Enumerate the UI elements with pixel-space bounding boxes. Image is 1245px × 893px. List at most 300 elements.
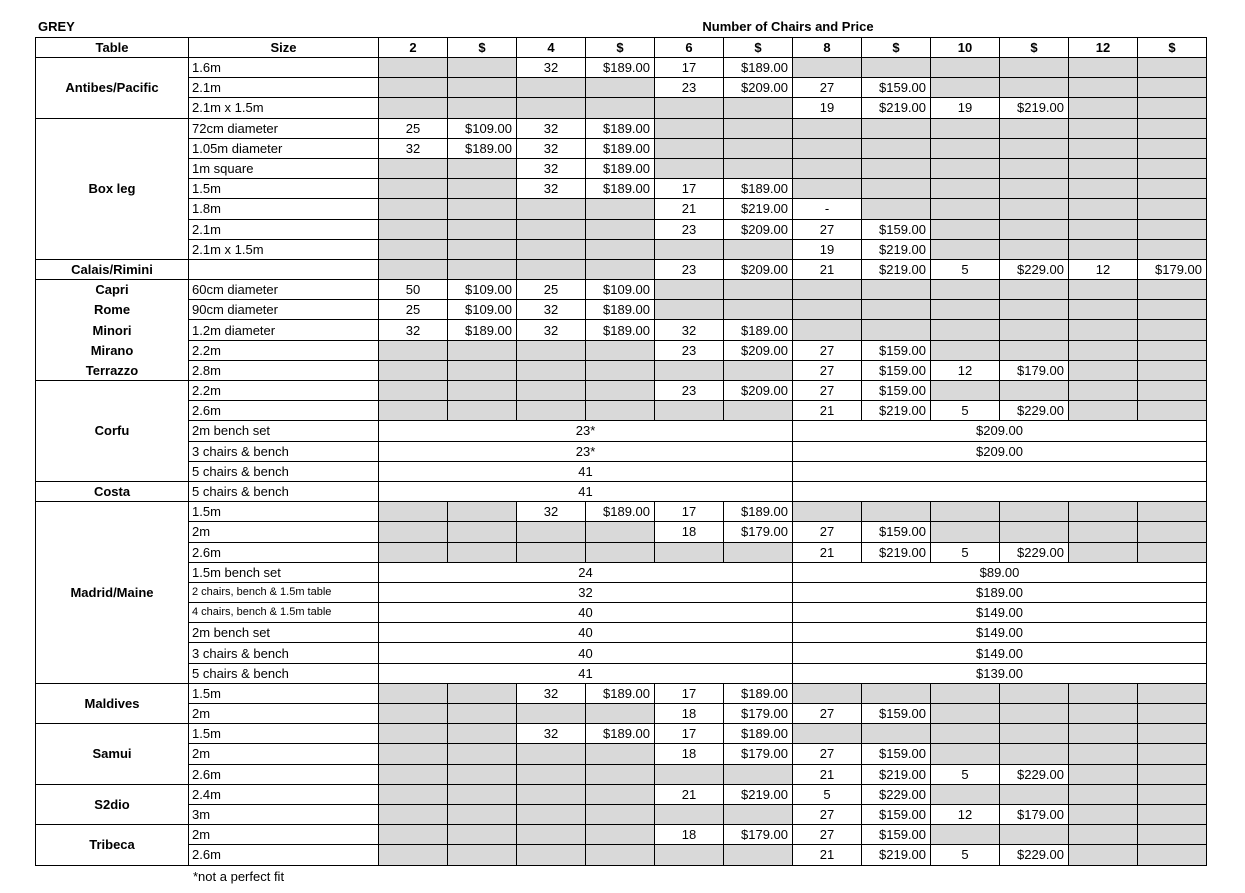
price-cell <box>1138 683 1207 703</box>
chairs-cell: 50 <box>379 280 448 300</box>
chairs-cell <box>379 360 448 380</box>
table-name: Tribeca <box>36 825 189 865</box>
price-cell: $159.00 <box>862 825 931 845</box>
price-cell <box>448 239 517 259</box>
chairs-cell <box>517 764 586 784</box>
chairs-cell: 27 <box>793 744 862 764</box>
chairs-cell <box>931 158 1000 178</box>
chairs-cell <box>517 845 586 865</box>
chairs-cell <box>517 381 586 401</box>
price-cell <box>1000 320 1069 340</box>
col-header-size: Size <box>189 38 379 58</box>
price-cell <box>1000 199 1069 219</box>
price-cell <box>862 199 931 219</box>
price-cell: $189.00 <box>586 58 655 78</box>
price-cell <box>1138 764 1207 784</box>
chairs-cell <box>931 784 1000 804</box>
price-cell <box>586 825 655 845</box>
table-row <box>36 58 1207 78</box>
chairs-cell <box>1069 845 1138 865</box>
chairs-cell <box>517 199 586 219</box>
chairs-cell <box>1069 78 1138 98</box>
price-cell <box>448 199 517 219</box>
price-cell: $159.00 <box>862 744 931 764</box>
chairs-cell <box>517 704 586 724</box>
chairs-cell: 12 <box>931 360 1000 380</box>
table-name: Terrazzo <box>36 360 189 380</box>
col-header-table: Table <box>36 38 189 58</box>
price-cell <box>448 683 517 703</box>
price-cell <box>448 219 517 239</box>
price-span-cell: $189.00 <box>793 582 1207 602</box>
chairs-cell <box>931 320 1000 340</box>
price-cell <box>1138 138 1207 158</box>
table-row <box>36 764 1207 784</box>
chairs-cell: 18 <box>655 704 724 724</box>
chairs-cell: 19 <box>793 239 862 259</box>
price-cell: $219.00 <box>862 542 931 562</box>
chairs-cell: 5 <box>931 542 1000 562</box>
price-cell <box>1000 744 1069 764</box>
price-cell <box>448 804 517 824</box>
price-cell <box>586 744 655 764</box>
sheet-title: GREY <box>38 19 75 34</box>
price-cell <box>448 78 517 98</box>
size-cell: 2m <box>189 704 379 724</box>
chairs-cell: 32 <box>655 320 724 340</box>
size-cell: 60cm diameter <box>189 280 379 300</box>
chairs-cell: 12 <box>1069 259 1138 279</box>
price-span-cell: $149.00 <box>793 623 1207 643</box>
chairs-cell: 32 <box>517 724 586 744</box>
price-cell <box>724 764 793 784</box>
price-cell <box>448 259 517 279</box>
price-cell <box>586 784 655 804</box>
chairs-cell: 32 <box>379 138 448 158</box>
table-name: Costa <box>36 481 189 501</box>
table-row <box>36 179 1207 199</box>
chairs-cell: 27 <box>793 522 862 542</box>
chairs-cell <box>517 219 586 239</box>
size-cell: 2.2m <box>189 340 379 360</box>
chairs-cell <box>793 280 862 300</box>
price-cell: $189.00 <box>586 179 655 199</box>
col-header-10: 10 <box>931 38 1000 58</box>
price-cell <box>586 845 655 865</box>
price-cell <box>448 704 517 724</box>
chairs-cell <box>1069 764 1138 784</box>
table-row <box>36 683 1207 703</box>
price-cell <box>586 78 655 98</box>
price-cell <box>448 724 517 744</box>
chairs-cell: 25 <box>517 280 586 300</box>
table-name: Capri <box>36 280 189 300</box>
col-header-2: 2 <box>379 38 448 58</box>
price-cell <box>1138 219 1207 239</box>
col-header-price: $ <box>448 38 517 58</box>
price-cell <box>724 138 793 158</box>
table-name: Maldives <box>36 683 189 723</box>
chairs-cell <box>655 764 724 784</box>
price-table <box>35 37 1207 866</box>
size-cell: 1.5m <box>189 179 379 199</box>
chairs-cell: 32 <box>379 320 448 340</box>
price-cell <box>862 138 931 158</box>
chairs-cell <box>655 360 724 380</box>
chairs-span-cell: 41 <box>379 481 793 501</box>
chairs-cell: 12 <box>931 804 1000 824</box>
price-cell <box>586 522 655 542</box>
chairs-cell: 21 <box>793 764 862 784</box>
chairs-cell <box>1069 158 1138 178</box>
chairs-cell <box>931 502 1000 522</box>
col-header-price: $ <box>862 38 931 58</box>
chairs-cell <box>931 219 1000 239</box>
price-cell <box>448 784 517 804</box>
price-cell: $189.00 <box>586 118 655 138</box>
chairs-cell <box>517 239 586 259</box>
chairs-cell <box>793 118 862 138</box>
price-cell <box>1000 381 1069 401</box>
price-cell: $219.00 <box>862 98 931 118</box>
header-row <box>36 38 1207 58</box>
chairs-cell: 21 <box>793 542 862 562</box>
chairs-cell <box>379 401 448 421</box>
price-cell <box>1000 138 1069 158</box>
chairs-cell <box>793 138 862 158</box>
chairs-cell <box>655 98 724 118</box>
chairs-cell: 23 <box>655 381 724 401</box>
price-cell: $209.00 <box>724 381 793 401</box>
table-row <box>36 300 1207 320</box>
group-header: Number of Chairs and Price <box>702 19 874 34</box>
price-cell <box>724 300 793 320</box>
chairs-cell <box>793 158 862 178</box>
chairs-cell <box>655 280 724 300</box>
col-header-price: $ <box>724 38 793 58</box>
chairs-cell: 32 <box>517 158 586 178</box>
table-name: Madrid/Maine <box>36 502 189 684</box>
price-cell <box>1138 502 1207 522</box>
chairs-cell <box>793 502 862 522</box>
size-cell: 2m bench set <box>189 421 379 441</box>
price-span-cell <box>793 481 1207 501</box>
chairs-cell <box>379 704 448 724</box>
size-cell: 4 chairs, bench & 1.5m table <box>189 603 379 623</box>
price-cell: $159.00 <box>862 381 931 401</box>
price-cell: $159.00 <box>862 360 931 380</box>
size-cell: 1.2m diameter <box>189 320 379 340</box>
chairs-cell <box>931 239 1000 259</box>
footnote: *not a perfect fit <box>193 869 285 884</box>
chairs-cell <box>655 239 724 259</box>
table-row <box>36 381 1207 401</box>
chairs-cell: 23 <box>655 259 724 279</box>
size-cell: 1.6m <box>189 58 379 78</box>
price-cell: $219.00 <box>862 764 931 784</box>
price-cell <box>862 58 931 78</box>
price-cell <box>1138 58 1207 78</box>
price-cell <box>448 381 517 401</box>
chairs-cell <box>1069 522 1138 542</box>
chairs-cell: 25 <box>379 118 448 138</box>
chairs-cell: 17 <box>655 58 724 78</box>
price-cell: $219.00 <box>1000 98 1069 118</box>
chairs-cell <box>379 219 448 239</box>
size-cell: 2m <box>189 744 379 764</box>
price-cell <box>1138 118 1207 138</box>
chairs-cell <box>1069 280 1138 300</box>
price-cell <box>1000 683 1069 703</box>
chairs-cell <box>1069 784 1138 804</box>
price-cell <box>724 280 793 300</box>
price-cell <box>724 158 793 178</box>
chairs-cell <box>655 542 724 562</box>
price-cell <box>1138 300 1207 320</box>
chairs-cell <box>931 199 1000 219</box>
price-cell <box>1138 179 1207 199</box>
size-cell <box>189 259 379 279</box>
chairs-cell <box>517 259 586 279</box>
price-cell <box>586 401 655 421</box>
size-cell: 3 chairs & bench <box>189 643 379 663</box>
price-cell <box>586 98 655 118</box>
chairs-cell: 21 <box>655 784 724 804</box>
chairs-cell <box>1069 744 1138 764</box>
chairs-cell <box>379 804 448 824</box>
chairs-cell <box>517 744 586 764</box>
price-cell <box>862 502 931 522</box>
price-cell <box>1138 804 1207 824</box>
chairs-cell <box>1069 724 1138 744</box>
price-cell <box>586 239 655 259</box>
price-cell <box>448 340 517 360</box>
chairs-cell <box>1069 381 1138 401</box>
chairs-cell: 5 <box>931 764 1000 784</box>
chairs-cell <box>655 118 724 138</box>
price-span-cell: $89.00 <box>793 562 1207 582</box>
chairs-cell <box>793 683 862 703</box>
size-cell: 2.6m <box>189 764 379 784</box>
table-name: Mirano <box>36 340 189 360</box>
size-cell: 3m <box>189 804 379 824</box>
price-span-cell: $149.00 <box>793 643 1207 663</box>
table-name: S2dio <box>36 784 189 824</box>
price-cell <box>448 542 517 562</box>
price-cell: $219.00 <box>862 259 931 279</box>
price-cell: $209.00 <box>724 78 793 98</box>
price-cell: $189.00 <box>724 320 793 340</box>
chairs-cell <box>655 845 724 865</box>
price-cell: $229.00 <box>862 784 931 804</box>
chairs-cell <box>793 300 862 320</box>
price-cell <box>724 804 793 824</box>
chairs-cell <box>1069 118 1138 138</box>
price-cell <box>448 522 517 542</box>
price-cell: $219.00 <box>862 401 931 421</box>
chairs-cell: 18 <box>655 825 724 845</box>
chairs-cell <box>1069 683 1138 703</box>
chairs-cell <box>379 239 448 259</box>
size-cell: 2.4m <box>189 784 379 804</box>
price-cell: $209.00 <box>724 340 793 360</box>
size-cell: 1.5m bench set <box>189 562 379 582</box>
price-cell <box>1000 300 1069 320</box>
chairs-cell: 19 <box>793 98 862 118</box>
price-cell <box>448 401 517 421</box>
table-name: Corfu <box>36 381 189 482</box>
size-cell: 72cm diameter <box>189 118 379 138</box>
price-cell <box>724 401 793 421</box>
chairs-cell: 32 <box>517 179 586 199</box>
table-name: Antibes/Pacific <box>36 58 189 119</box>
chairs-cell: 27 <box>793 381 862 401</box>
chairs-cell <box>931 724 1000 744</box>
price-cell: $229.00 <box>1000 401 1069 421</box>
chairs-cell <box>379 522 448 542</box>
price-cell <box>862 280 931 300</box>
chairs-cell <box>379 381 448 401</box>
chairs-cell: 27 <box>793 340 862 360</box>
table-row <box>36 280 1207 300</box>
table-row <box>36 118 1207 138</box>
table-row <box>36 441 1207 461</box>
size-cell: 2.6m <box>189 401 379 421</box>
chairs-cell <box>655 804 724 824</box>
size-cell: 2.8m <box>189 360 379 380</box>
chairs-cell <box>931 78 1000 98</box>
price-cell <box>1000 219 1069 239</box>
price-cell: $229.00 <box>1000 259 1069 279</box>
chairs-cell <box>1069 704 1138 724</box>
chairs-cell: 23 <box>655 78 724 98</box>
price-cell <box>586 360 655 380</box>
price-cell <box>448 360 517 380</box>
col-header-price: $ <box>1138 38 1207 58</box>
chairs-cell <box>655 158 724 178</box>
price-cell: $189.00 <box>724 502 793 522</box>
price-cell <box>1138 845 1207 865</box>
price-cell <box>1138 239 1207 259</box>
chairs-cell <box>1069 320 1138 340</box>
table-row <box>36 704 1207 724</box>
table-name: Calais/Rimini <box>36 259 189 279</box>
price-cell: $189.00 <box>586 158 655 178</box>
chairs-cell <box>1069 502 1138 522</box>
price-cell <box>586 542 655 562</box>
chairs-cell <box>1069 401 1138 421</box>
col-header-price: $ <box>1000 38 1069 58</box>
price-cell: $109.00 <box>448 118 517 138</box>
size-cell: 5 chairs & bench <box>189 461 379 481</box>
chairs-span-cell: 23* <box>379 421 793 441</box>
price-cell <box>1138 320 1207 340</box>
price-cell <box>1000 522 1069 542</box>
chairs-cell <box>379 179 448 199</box>
chairs-cell <box>793 58 862 78</box>
size-cell: 2m bench set <box>189 623 379 643</box>
chairs-cell <box>379 158 448 178</box>
chairs-cell: 17 <box>655 683 724 703</box>
chairs-cell <box>379 764 448 784</box>
col-header-12: 12 <box>1069 38 1138 58</box>
table-row <box>36 845 1207 865</box>
price-cell <box>1000 158 1069 178</box>
table-row <box>36 239 1207 259</box>
chairs-cell <box>655 138 724 158</box>
chairs-cell <box>793 179 862 199</box>
table-row <box>36 340 1207 360</box>
chairs-cell <box>517 784 586 804</box>
price-cell: $189.00 <box>448 320 517 340</box>
price-cell <box>1000 704 1069 724</box>
table-name: Box leg <box>36 118 189 259</box>
table-row <box>36 562 1207 582</box>
price-cell <box>724 542 793 562</box>
price-span-cell: $149.00 <box>793 603 1207 623</box>
price-cell <box>1138 199 1207 219</box>
table-row <box>36 603 1207 623</box>
chairs-cell: 5 <box>931 401 1000 421</box>
chairs-cell: 5 <box>931 259 1000 279</box>
chairs-cell <box>931 280 1000 300</box>
price-cell <box>1138 542 1207 562</box>
chairs-cell: 17 <box>655 724 724 744</box>
table-row <box>36 320 1207 340</box>
table-row <box>36 582 1207 602</box>
chairs-span-cell: 32 <box>379 582 793 602</box>
chairs-cell <box>1069 804 1138 824</box>
chairs-cell: 18 <box>655 522 724 542</box>
table-row <box>36 401 1207 421</box>
chairs-cell <box>931 58 1000 78</box>
price-cell <box>1138 724 1207 744</box>
table-row <box>36 623 1207 643</box>
size-cell: 1.8m <box>189 199 379 219</box>
price-cell <box>1000 280 1069 300</box>
chairs-cell <box>931 704 1000 724</box>
chairs-cell <box>379 744 448 764</box>
price-cell <box>448 744 517 764</box>
price-cell <box>586 381 655 401</box>
price-cell <box>1000 784 1069 804</box>
chairs-cell: 17 <box>655 179 724 199</box>
chairs-cell <box>379 825 448 845</box>
chairs-cell: 27 <box>793 825 862 845</box>
size-cell: 90cm diameter <box>189 300 379 320</box>
chairs-cell: 32 <box>517 138 586 158</box>
chairs-cell <box>793 320 862 340</box>
chairs-cell: 32 <box>517 118 586 138</box>
price-cell: $189.00 <box>724 179 793 199</box>
table-row <box>36 481 1207 501</box>
table-row <box>36 98 1207 118</box>
chairs-cell <box>379 683 448 703</box>
price-cell <box>586 340 655 360</box>
price-cell: $219.00 <box>862 845 931 865</box>
chairs-cell <box>931 825 1000 845</box>
chairs-cell <box>931 300 1000 320</box>
chairs-cell <box>517 78 586 98</box>
col-header-price: $ <box>586 38 655 58</box>
size-cell: 5 chairs & bench <box>189 481 379 501</box>
chairs-cell: 27 <box>793 219 862 239</box>
chairs-cell: 21 <box>793 259 862 279</box>
table-row <box>36 219 1207 239</box>
chairs-cell: 21 <box>793 401 862 421</box>
table-row <box>36 784 1207 804</box>
chairs-cell <box>1069 825 1138 845</box>
